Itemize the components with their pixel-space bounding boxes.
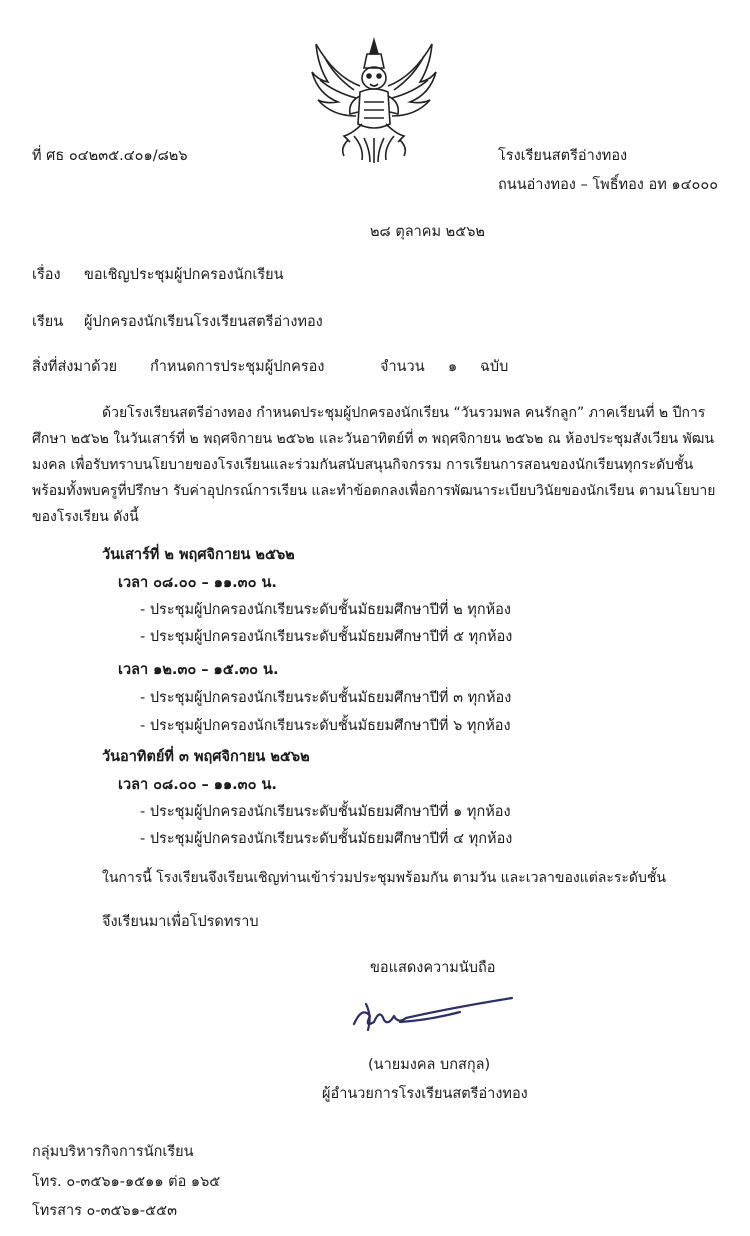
schedule-day2: วันอาทิตย์ที่ ๓ พฤศจิกายน ๒๕๖๒ <box>102 749 310 765</box>
to-label: เรียน <box>32 314 64 330</box>
salutation: ขอแสดงความนับถือ <box>370 960 496 976</box>
schedule-day1-slot1-item2: - ประชุมผู้ปกครองนักเรียนระดับชั้นมัธยมศึกษาปีที่ ๕ ทุกห้อง <box>140 629 513 645</box>
schedule-day2-slot1-item1: - ประชุมผู้ปกครองนักเรียนระดับชั้นมัธยมศึกษาปีที่ ๑ ทุกห้อง <box>140 804 511 820</box>
enclosure-label: สิ่งที่ส่งมาด้วย <box>32 359 118 375</box>
schedule-day1-slot2-item1: - ประชุมผู้ปกครองนักเรียนระดับชั้นมัธยมศึกษาปีที่ ๓ ทุกห้อง <box>140 690 512 706</box>
closing-request: จึงเรียนมาเพื่อโปรดทราบ <box>102 914 259 930</box>
enclosure-count-label: จำนวน <box>380 359 425 375</box>
footer-phone: โทร. ๐-๓๕๖๑-๑๕๑๑ ต่อ ๑๖๕ <box>32 1174 221 1190</box>
invite-line: ในการนี้ โรงเรียนจึงเรียนเชิญท่านเข้าร่วมประชุมพร้อมกัน ตามวัน และเวลาของแต่ละระดับชั้น <box>102 870 666 886</box>
enclosure-unit: ฉบับ <box>480 359 509 375</box>
signatory-name: (นายมงคล บกสกุล) <box>368 1057 491 1073</box>
organization-name: โรงเรียนสตรีอ่างทอง <box>498 148 628 164</box>
schedule-day1-slot2-item2: - ประชุมผู้ปกครองนักเรียนระดับชั้นมัธยมศึกษาปีที่ ๖ ทุกห้อง <box>140 718 511 734</box>
garuda-emblem-icon <box>304 36 444 164</box>
schedule-day1-slot2-time: เวลา ๑๒.๓๐ – ๑๕.๓๐ น. <box>118 662 279 678</box>
footer-fax: โทรสาร ๐-๓๕๖๑-๕๕๓ <box>32 1203 177 1219</box>
body-paragraph: ด้วยโรงเรียนสตรีอ่างทอง กำหนดประชุมผู้ปกครองนักเรียน “วันรวมพล คนรักลูก” ภาคเรียนที่ ๒ ปีการศึกษา ๒๕๖๒ ในวันเสาร์ที่ ๒ พฤศจิกายน ๒๕๖๒ และวันอาทิตย์ที่ ๓ พฤศจิกายน ๒๕๖๒ ณ ห้องประชุมสังเวียน พัฒนมงคล เพื่อรับทราบนโยบายของโรงเรียนและร่วมกันสนับสนุนกิจกรรม การเรียนการสอนของนักเรียนทุกระดับชั้นพร้อมทั้งพบครูที่ปรึกษา รับค่าอุปกรณ์การเรียน และทำข้อตกลงเพื่อการพัฒนาระเบียบวินัยของนักเรียน ตามนโยบายของโรงเรียน ดังนี้ <box>32 405 716 525</box>
footer-department: กลุ่มบริหารกิจการนักเรียน <box>32 1144 194 1160</box>
subject-label: เรื่อง <box>32 267 61 283</box>
handwritten-signature <box>340 986 520 1042</box>
schedule-day2-slot1-time: เวลา ๐๘.๐๐ – ๑๑.๓๐ น. <box>118 777 277 793</box>
signatory-position: ผู้อำนวยการโรงเรียนสตรีอ่างทอง <box>322 1086 528 1102</box>
schedule-day2-slot1-item2: - ประชุมผู้ปกครองนักเรียนระดับชั้นมัธยมศึกษาปีที่ ๔ ทุกห้อง <box>140 831 513 847</box>
schedule-day1: วันเสาร์ที่ ๒ พฤศจิกายน ๒๕๖๒ <box>102 547 295 563</box>
to-text: ผู้ปกครองนักเรียนโรงเรียนสตรีอ่างทอง <box>84 314 323 330</box>
schedule-day1-slot1-time: เวลา ๐๘.๐๐ – ๑๑.๓๐ น. <box>118 575 277 591</box>
subject-text: ขอเชิญประชุมผู้ปกครองนักเรียน <box>84 267 284 283</box>
enclosure-text: กำหนดการประชุมผู้ปกครอง <box>150 359 325 375</box>
letter-date: ๒๘ ตุลาคม ๒๕๖๒ <box>370 224 485 240</box>
schedule-day1-slot1-item1: - ประชุมผู้ปกครองนักเรียนระดับชั้นมัธยมศึกษาปีที่ ๒ ทุกห้อง <box>140 602 511 618</box>
reference-number: ที่ ศธ ๐๔๒๓๕.๔๐๑/๘๒๖ <box>32 148 188 164</box>
organization-address: ถนนอ่างทอง – โพธิ์ทอง อท ๑๔๐๐๐ <box>498 177 719 193</box>
enclosure-count: ๑ <box>448 359 458 375</box>
